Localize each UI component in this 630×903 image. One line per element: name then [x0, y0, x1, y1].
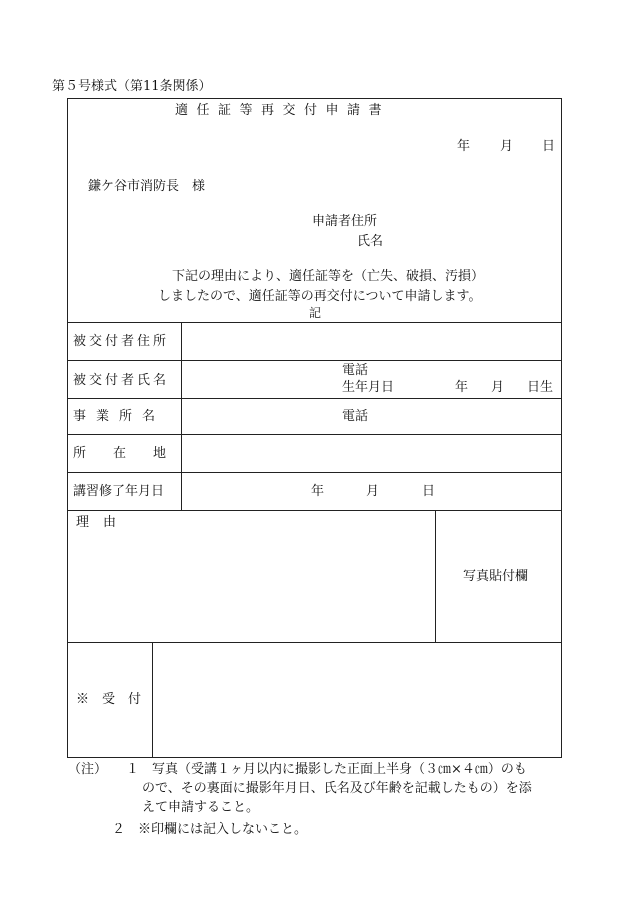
- statement-line-1: 下記の理由により、適任証等を（亡失、破損、汚損）: [172, 269, 485, 284]
- addressee: 鎌ケ谷市消防長 様: [88, 179, 206, 194]
- birthdate-label: 生年月日: [342, 380, 395, 395]
- recipient-address-label: 被交付者住所: [73, 334, 170, 349]
- row-line-1: [67, 360, 562, 361]
- office-phone-label: 電話: [342, 409, 369, 424]
- ki-label: 記: [309, 306, 322, 320]
- applicant-address-label: 申請者住所: [312, 214, 378, 229]
- course-completion-label: 講習修了年月日: [73, 484, 165, 499]
- birth-day-suffix: 日生: [527, 380, 554, 395]
- label-column-divider: [181, 322, 182, 510]
- recipient-name-label: 被交付者氏名: [73, 373, 170, 388]
- row-line-6: [67, 642, 562, 643]
- form-frame: [67, 98, 562, 758]
- course-month-label: 月: [366, 484, 380, 499]
- header-year-label: 年: [457, 139, 471, 154]
- header-day-label: 日: [542, 139, 556, 154]
- header-month-label: 月: [500, 139, 514, 154]
- form-number: 第５号様式（第11条関係）: [52, 79, 212, 94]
- note-1-line-1: 写真（受講１ヶ月以内に撮影した正面上半身（３㎝×４㎝）のも: [152, 762, 527, 777]
- applicant-name-label: 氏名: [357, 234, 384, 249]
- birth-year-label: 年: [455, 380, 469, 395]
- birth-month-label: 月: [491, 380, 505, 395]
- course-year-label: 年: [311, 484, 325, 499]
- note-1-line-2: ので、その裏面に撮影年月日、氏名及び年齢を記載したもの）を添: [142, 781, 532, 796]
- notes-label: （注）: [68, 762, 108, 777]
- note-1-number: １: [126, 762, 140, 777]
- recipient-phone-label: 電話: [342, 363, 369, 378]
- table-top-line: [67, 322, 562, 323]
- reception-label: ※受付: [76, 692, 155, 707]
- statement-line-2: しましたので、適任証等の再交付について申請します。: [158, 289, 482, 304]
- course-day-label: 日: [422, 484, 436, 499]
- row-line-2: [67, 398, 562, 399]
- row-line-4: [67, 472, 562, 473]
- form-title: 適任証等再交付申請書: [175, 103, 391, 118]
- row-line-5: [67, 510, 562, 511]
- location-label: 所在地: [73, 446, 194, 461]
- office-name-label: 事業所名: [73, 409, 166, 424]
- note-2-text: ※印欄には記入しないこと。: [138, 822, 308, 837]
- note-2-number: ２: [112, 822, 126, 837]
- reason-label: 理由: [76, 515, 131, 530]
- row-line-3: [67, 434, 562, 435]
- note-1-line-3: えて申請すること。: [142, 800, 260, 815]
- photo-column-divider: [435, 510, 436, 642]
- photo-area-label: 写真貼付欄: [463, 569, 529, 584]
